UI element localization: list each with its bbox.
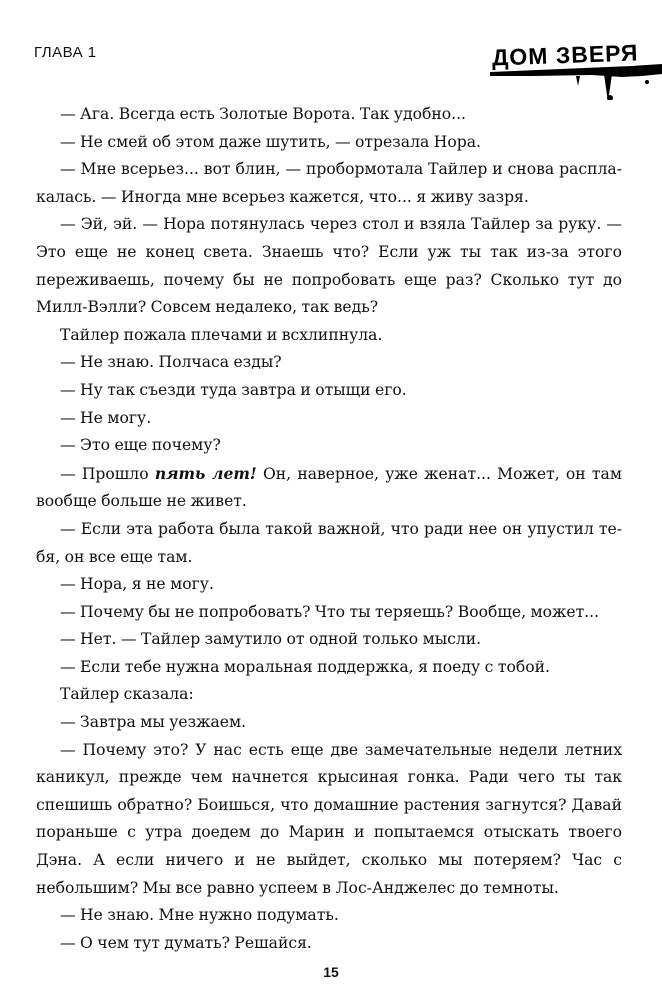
paragraph-part: — Прошло [60, 464, 155, 483]
logo-text: ДОМ ЗВЕРЯ [491, 39, 639, 71]
paragraph: Тайлер пожала плечами и всхлипнула. [60, 325, 383, 344]
paragraph: — Почему бы не попробовать? Что ты теряешь? Вообще, может... [60, 602, 600, 621]
paragraph: — Эй, эй. — Нора потянулась через стол и взяла Тайлер за руку. — Это еще не конец света. Знаешь что? Если уж ты так из-за этого переживаешь, почему бы не попробовать еще раз? Сколько тут до Милл-Вэлли? Совсем недалеко, так ведь? [36, 215, 622, 317]
paragraph-part: Он, наверное, уже женат... Может, он там вообще больше не живет. [36, 464, 622, 511]
paragraph: — Если тебе нужна моральная поддержка, я поеду с тобой. [60, 657, 550, 676]
paragraph: — Не могу. [60, 408, 152, 427]
paragraph: Тайлер сказала: [60, 685, 194, 704]
paragraph: — Это еще почему? [60, 436, 221, 455]
page-number: 15 [323, 964, 339, 980]
paragraph-emphasis [36, 460, 622, 516]
paragraph: — Ага. Всегда есть Золотые Ворота. Так удобно... [60, 105, 467, 123]
paragraph: — Если эта работа была такой важной, что ради нее он упустил тебя, он все еще там. [36, 519, 622, 566]
paragraph: — Ну так съезди туда завтра и отыщи его. [60, 380, 407, 399]
paragraph: — Завтра мы уезжаем. [60, 713, 247, 732]
paragraph: — Мне всерьез... вот блин, — пробормотала Тайлер и снова расплакалась. — Иногда мне всерьез кажется, что... я живу зазря. [36, 160, 622, 206]
paragraph: — Нет. — Тайлер замутило от одной только мысли. [60, 630, 482, 649]
paragraph: — Почему это? У нас есть еще две замечательные недели летних каникул, прежде чем начнется крысиная гонка. Ради чего ты так спешишь обратно? Боишься, что домашние растения загнутся? Давай пораньше с утра доедем до Марин и попытаемся отыскать твоего Дэна. А если ничего и не выйдет, сколько мы потеряем? Час с небольшим? Мы все равно успеем в Лос-Анджелес до темноты. [36, 740, 622, 897]
book-logo [472, 30, 662, 100]
paragraph: — Не знаю. Мне нужно подумать. [60, 906, 339, 925]
paragraph: — О чем тут думать? Решайся. [60, 933, 312, 952]
paragraph: — Нора, я не могу. [60, 575, 214, 594]
paragraph: — Не знаю. Полчаса езды? [60, 353, 282, 372]
emphasis-text: пять лет! [154, 463, 257, 483]
chapter-label: ГЛАВА 1 [34, 44, 97, 61]
body-text [36, 101, 622, 957]
paragraph: — Не смей об этом даже шутить, — отрезала Нора. [60, 132, 481, 151]
